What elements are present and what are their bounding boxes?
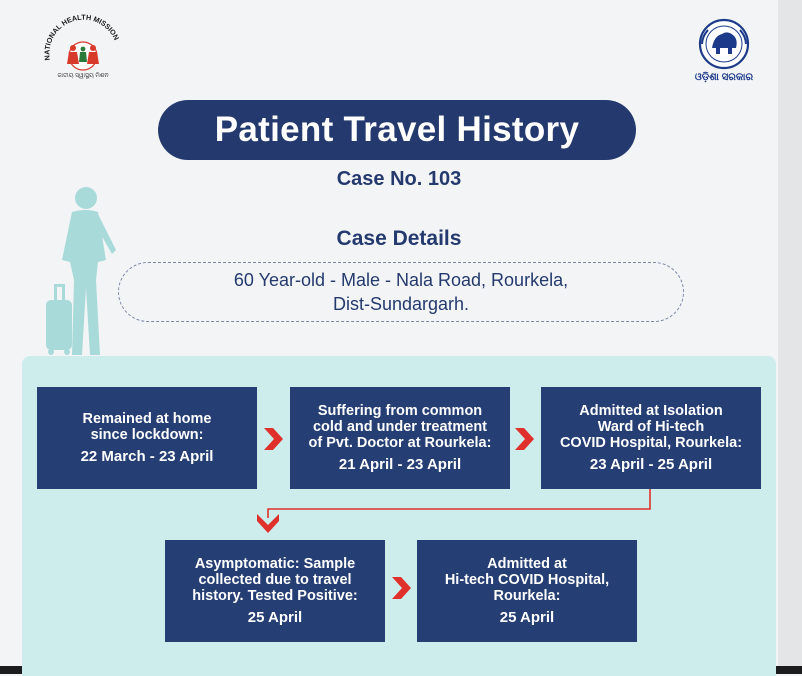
- step-3-line-3: COVID Hospital, Rourkela:: [559, 435, 743, 451]
- chevron-right-icon: [512, 426, 536, 452]
- step-4-line-1: Asymptomatic: Sample: [194, 556, 356, 572]
- nhm-tagline: ଜାତୀୟ ସ୍ୱାସ୍ଥ୍ୟ ମିଶନ: [57, 73, 109, 79]
- timeline-step-4: [165, 540, 385, 642]
- step-1-line-1: Remained at home: [82, 411, 212, 427]
- case-details-line-1: 60 Year-old - Male - Nala Road, Rourkela,: [233, 270, 569, 290]
- case-number: Case No. 103: [336, 168, 462, 190]
- step-5-line-2: Hi-tech COVID Hospital,: [444, 572, 610, 588]
- step-4-line-3: history. Tested Positive:: [192, 588, 358, 604]
- step-5-line-3: Rourkela:: [493, 588, 561, 604]
- timeline-step-2: [290, 387, 510, 489]
- window-edge: [778, 0, 802, 674]
- case-details-heading: Case Details: [336, 227, 462, 250]
- step-5-date: 25 April: [499, 609, 555, 626]
- step-3-line-2: Ward of Hi-tech: [597, 419, 705, 435]
- step-2-line-1: Suffering from common: [317, 403, 483, 419]
- step-2-line-3: of Pvt. Doctor at Rourkela:: [308, 435, 492, 451]
- timeline-step-1: [37, 387, 257, 489]
- timeline-step-3: [541, 387, 761, 489]
- page-title: Patient Travel History: [158, 100, 636, 160]
- case-details-line-2: Dist-Sundargarh.: [332, 294, 470, 314]
- step-3-line-1: Admitted at Isolation: [579, 403, 723, 419]
- nhm-arc-text: NATIONAL HEALTH MISSION: [42, 14, 122, 61]
- flow-connector: [250, 488, 660, 538]
- step-2-line-2: cold and under treatment: [312, 419, 488, 435]
- step-1-line-2: since lockdown:: [90, 427, 204, 443]
- national-health-mission-logo: [40, 14, 126, 80]
- timeline-step-5: [417, 540, 637, 642]
- step-2-date: 21 April - 23 April: [338, 456, 462, 473]
- step-5-line-1: Admitted at: [487, 556, 567, 572]
- odisha-govt-label: ଓଡ଼ିଶା ସରକାର: [694, 72, 754, 83]
- step-4-line-2: collected due to travel: [198, 572, 352, 588]
- step-1-date: 22 March - 23 April: [80, 448, 214, 465]
- chevron-right-icon: [389, 575, 413, 601]
- traveler-silhouette-icon: [34, 180, 124, 360]
- step-3-date: 23 April - 25 April: [589, 456, 713, 473]
- case-details-box: [118, 262, 684, 322]
- chevron-right-icon: [261, 426, 285, 452]
- step-4-date: 25 April: [247, 609, 303, 626]
